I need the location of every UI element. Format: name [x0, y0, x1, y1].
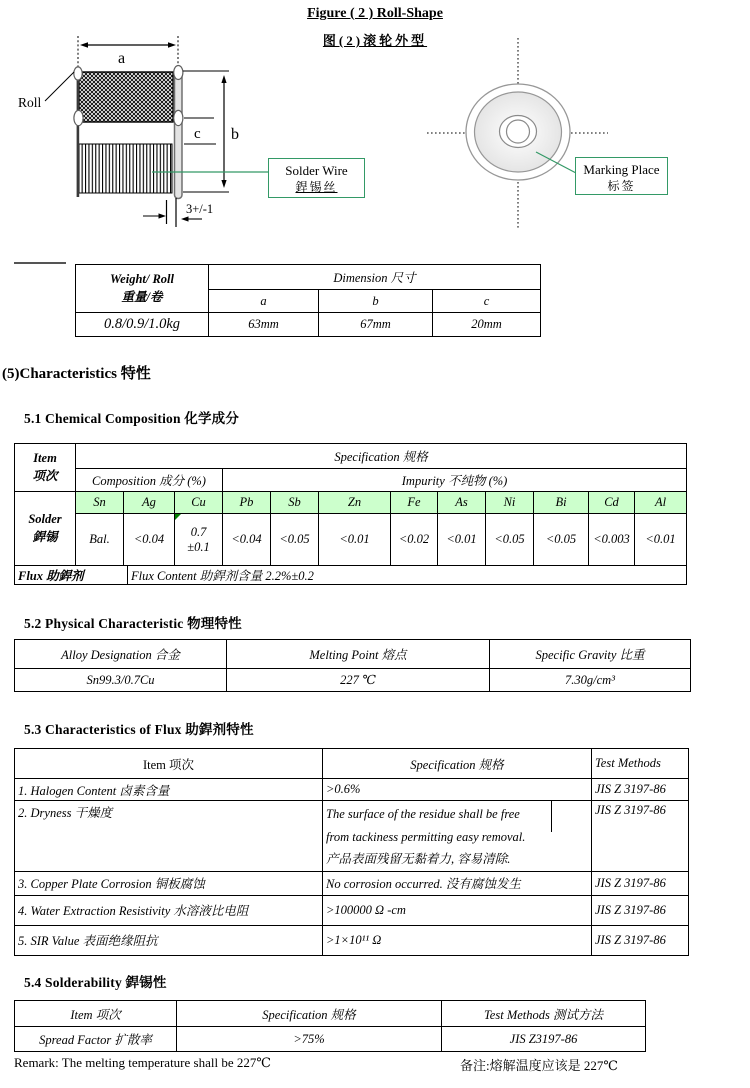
- element-header-zn: Zn: [319, 492, 391, 514]
- section-5-4-heading: 5.4 Solderability 銲锡性: [24, 975, 167, 990]
- value-sn: Bal.: [76, 514, 124, 566]
- flux-row2-spec-line2: from tackiness permitting easy removal.: [326, 829, 526, 844]
- flux-row1-item: 1. Halogen Content 卤素含量: [15, 779, 323, 801]
- element-header-pb: Pb: [223, 492, 271, 514]
- element-header-ag: Ag: [124, 492, 175, 514]
- section-5-heading: (5)Characteristics 特性: [2, 366, 151, 382]
- spread-factor-item: Spread Factor 扩散率: [15, 1027, 177, 1052]
- element-header-al: Al: [635, 492, 687, 514]
- flux-label-cell: Flux 助銲剂: [15, 566, 128, 585]
- dim-a-arrowhead-right: [168, 42, 176, 47]
- specific-gravity-value: 7.30g/cm³: [490, 669, 691, 692]
- roll-pointer-line: [45, 72, 74, 101]
- tol-arrow-left-head: [159, 213, 167, 218]
- value-cu-main: 0.7: [190, 524, 207, 539]
- flange-hole-top-right: [174, 66, 183, 80]
- marking-place-label-zh: 标签: [607, 179, 636, 193]
- element-header-ni: Ni: [486, 492, 534, 514]
- dim-col-a: a: [209, 290, 319, 313]
- dim-b-label: b: [231, 126, 239, 143]
- scan-artifact-vertical-line: [551, 801, 552, 832]
- flux-row5-method: JIS Z 3197-86: [592, 925, 689, 955]
- figure-title-en: Figure ( 2 ) Roll-Shape: [307, 6, 443, 21]
- spread-factor-spec: >75%: [177, 1027, 442, 1052]
- value-al: <0.01: [635, 514, 687, 566]
- dim-a-label: a: [118, 50, 126, 67]
- flux-spec-header: Specification 规格: [323, 749, 592, 779]
- chem-solder-zh: 銲锡: [32, 530, 58, 544]
- dim-b-arrowhead-top: [221, 75, 226, 83]
- dim-col-c: c: [433, 290, 541, 313]
- element-header-cd: Cd: [589, 492, 635, 514]
- section-5-2-heading: 5.2 Physical Characteristic 物理特性: [24, 616, 242, 631]
- flux-method-header: Test Methods: [592, 749, 689, 779]
- flux-row5-item: 5. SIR Value 表面绝缘阻抗: [15, 925, 323, 955]
- value-ni: <0.05: [486, 514, 534, 566]
- flux-row3-item: 3. Copper Plate Corrosion 铜板腐蚀: [15, 871, 323, 895]
- dim-c-value: 20mm: [433, 313, 541, 337]
- roll-shape-diagram: [0, 0, 750, 250]
- section-5-3-heading: 5.3 Characteristics of Flux 助銲剂特性: [24, 722, 254, 737]
- tolerance-label: 3+/-1: [186, 202, 214, 216]
- chemical-composition-table: [14, 443, 687, 585]
- figure-title-zh: 图(2)滚轮外型: [322, 33, 428, 48]
- tol-arrow-right-head: [181, 216, 189, 221]
- value-bi: <0.05: [534, 514, 589, 566]
- alloy-designation-value: Sn99.3/0.7Cu: [15, 669, 227, 692]
- dimension-header-cell: Dimension 尺寸: [209, 265, 541, 290]
- value-cu-tolerance: ±0.1: [187, 539, 210, 554]
- flux-row2-spec-line3: 产品表面残留无黏着力, 容易清除.: [326, 852, 511, 866]
- value-sb: <0.05: [271, 514, 319, 566]
- value-zn: <0.01: [319, 514, 391, 566]
- chem-item-header-cell: [15, 444, 76, 492]
- element-header-fe: Fe: [391, 492, 438, 514]
- chem-item-en: Item: [33, 451, 57, 465]
- dim-a-value: 63mm: [209, 313, 319, 337]
- marking-place-label-en: Marking Place: [583, 162, 660, 177]
- chem-composition-header-cell: Composition 成分 (%): [76, 469, 223, 492]
- roll-center-hole: [507, 120, 530, 143]
- flux-row5-spec: >1×10¹¹ Ω: [323, 925, 592, 955]
- flux-row1-method: JIS Z 3197-86: [592, 779, 689, 801]
- value-as: <0.01: [438, 514, 486, 566]
- flux-row2-spec-line1: The surface of the residue shall be free: [326, 807, 520, 821]
- weight-roll-header-cell: [76, 265, 209, 313]
- weight-roll-header-zh: 重量/卷: [121, 290, 163, 304]
- flux-row1-spec: >0.6%: [323, 779, 592, 801]
- solderability-method-header: Test Methods 测试方法: [442, 1001, 646, 1027]
- value-ag: <0.04: [124, 514, 175, 566]
- flux-content-cell: Flux Content 助銲剂含量 2.2%±0.2: [128, 566, 687, 585]
- scan-artifact-line: [14, 262, 66, 264]
- melting-point-header: Melting Point 熔点: [227, 640, 490, 669]
- flange-hole-top-left: [74, 67, 82, 80]
- solderability-spec-header: Specification 规格: [177, 1001, 442, 1027]
- flux-row3-spec: No corrosion occurred. 没有腐蚀发生: [323, 871, 592, 895]
- spread-factor-method: JIS Z3197-86: [442, 1027, 646, 1052]
- alloy-designation-header: Alloy Designation 合金: [15, 640, 227, 669]
- section-5-1-heading: 5.1 Chemical Composition 化学成分: [24, 411, 240, 426]
- physical-characteristic-table: [14, 639, 691, 692]
- flux-characteristics-table: [14, 748, 689, 956]
- dim-b-value: 67mm: [319, 313, 433, 337]
- melting-point-value: 227 ℃: [227, 669, 490, 692]
- flux-row2-item: 2. Dryness 干燥度: [15, 801, 323, 872]
- weight-value-cell: 0.8/0.9/1.0kg: [76, 313, 209, 337]
- flux-row4-method: JIS Z 3197-86: [592, 895, 689, 925]
- flux-item-header: Item 项次: [15, 749, 323, 779]
- solder-wire-label-en: Solder Wire: [285, 163, 348, 178]
- flux-row4-spec: >100000 Ω -cm: [323, 895, 592, 925]
- dim-col-b: b: [319, 290, 433, 313]
- dim-a-arrowhead-left: [80, 42, 88, 47]
- marking-place-callout: [575, 157, 668, 195]
- value-cd: <0.003: [589, 514, 635, 566]
- value-cu: [175, 514, 223, 566]
- value-pb: <0.04: [223, 514, 271, 566]
- flange-hole-mid-left: [74, 110, 83, 125]
- cell-corner-marker: [175, 514, 181, 520]
- value-fe: <0.02: [391, 514, 438, 566]
- roll-flange-left: [77, 70, 80, 197]
- solderability-table: [14, 1000, 646, 1052]
- solder-wire-callout: [268, 158, 365, 198]
- solder-wire-wound-area: [79, 144, 172, 193]
- dim-c-label: c: [194, 126, 201, 142]
- element-header-as: As: [438, 492, 486, 514]
- flange-hole-mid-right: [174, 110, 183, 125]
- element-header-sn: Sn: [76, 492, 124, 514]
- roll-flange-right: [175, 69, 183, 199]
- weight-dimension-table: [75, 264, 541, 337]
- element-header-bi: Bi: [534, 492, 589, 514]
- remark-zh: 备注:熔解温度应该是 227℃: [460, 1058, 618, 1073]
- chem-spec-header-cell: Specification 规格: [76, 444, 687, 469]
- chem-item-zh: 项次: [32, 469, 58, 483]
- chem-solder-label-cell: [15, 492, 76, 566]
- chem-impurity-header-cell: Impurity 不纯物 (%): [223, 469, 687, 492]
- chem-solder-en: Solder: [28, 512, 62, 526]
- solder-wire-label-zh: 銲锡丝: [295, 180, 338, 194]
- element-header-sb: Sb: [271, 492, 319, 514]
- flux-row3-method: JIS Z 3197-86: [592, 871, 689, 895]
- roll-label: Roll: [18, 95, 42, 110]
- specific-gravity-header: Specific Gravity 比重: [490, 640, 691, 669]
- element-header-cu: Cu: [175, 492, 223, 514]
- flux-row4-item: 4. Water Extraction Resistivity 水溶液比电阻: [15, 895, 323, 925]
- remark-en: Remark: The melting temperature shall be 227℃: [14, 1055, 271, 1070]
- weight-roll-header-en: Weight/ Roll: [109, 272, 174, 286]
- solderability-item-header: Item 项次: [15, 1001, 177, 1027]
- flux-row2-method: JIS Z 3197-86: [592, 801, 689, 872]
- roll-hub-hatched: [79, 72, 173, 122]
- dim-b-arrowhead-bottom: [221, 180, 226, 188]
